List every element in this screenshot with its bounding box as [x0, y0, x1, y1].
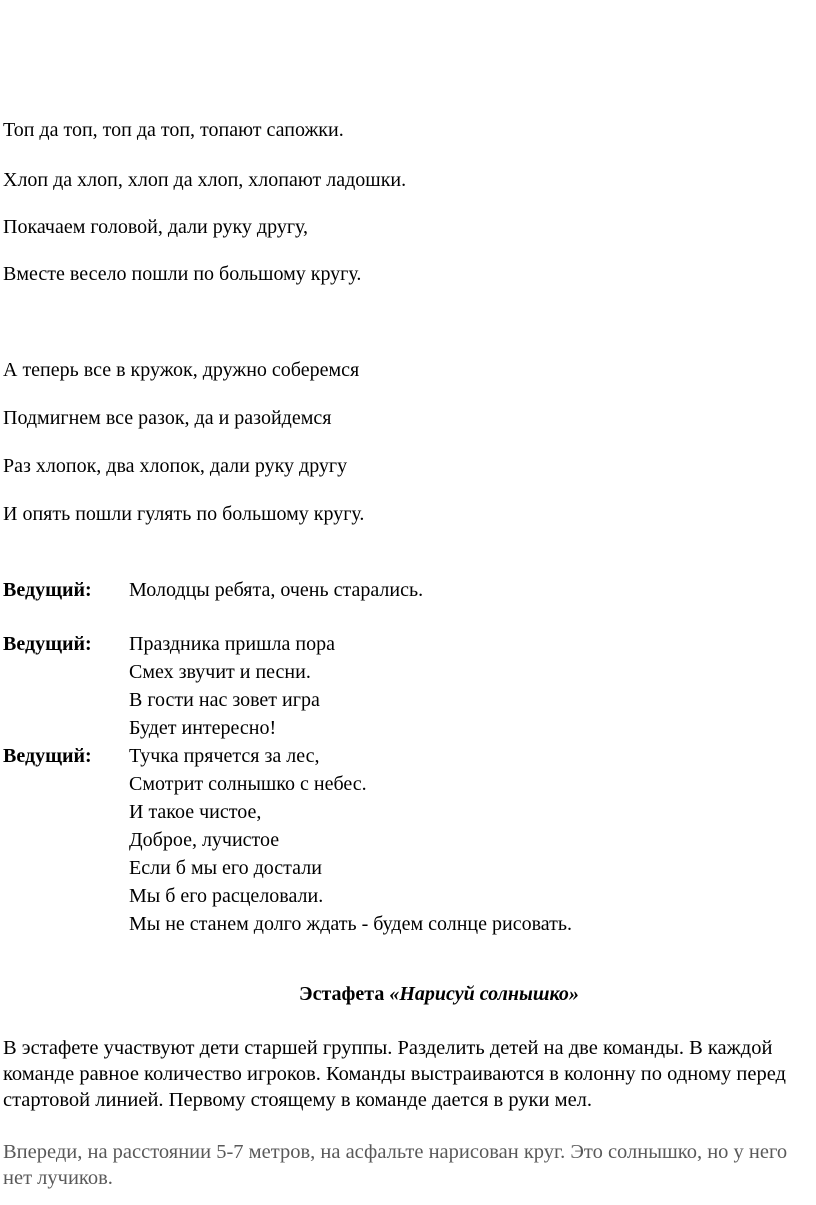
- section-title-prefix: Эстафета: [299, 983, 390, 1005]
- verse-line: Подмигнем все разок, да и разойдемся: [3, 407, 332, 429]
- speaker-label: Ведущий:: [3, 633, 92, 655]
- verse-line: Покачаем головой, дали руку другу,: [3, 216, 309, 238]
- dialog-line: И такое чистое,: [129, 801, 262, 823]
- dialog-line: Молодцы ребята, очень старались.: [129, 579, 424, 601]
- dialog-line: Мы б его расцеловали.: [129, 885, 324, 907]
- dialog-line: Если б мы его достали: [129, 857, 322, 879]
- dialog-line: В гости нас зовет игра: [129, 689, 320, 711]
- dialog-line: Будет интересно!: [129, 717, 277, 739]
- dialog-line: Смотрит солнышко с небес.: [129, 773, 367, 795]
- rules-paragraph-continued: Впереди, на расстоянии 5-7 метров, на асфальте нарисован круг. Это солнышко, но у него нет лучиков.: [3, 1141, 788, 1189]
- section-title-italic: «Нарисуй солнышко»: [389, 983, 579, 1005]
- verse-line: А теперь все в кружок, дружно соберемся: [3, 359, 360, 381]
- dialog-line: Тучка прячется за лес,: [129, 745, 320, 767]
- speaker-label: Ведущий:: [3, 579, 92, 601]
- verse-line: Раз хлопок, два хлопок, дали руку другу: [3, 455, 348, 477]
- dialog-line: Мы не станем долго ждать - будем солнце рисовать.: [129, 913, 572, 935]
- verse-line: И опять пошли гулять по большому кругу.: [3, 503, 365, 525]
- speaker-label: Ведущий:: [3, 745, 92, 767]
- verse-line: Хлоп да хлоп, хлоп да хлоп, хлопают ладошки.: [3, 169, 407, 191]
- verse-line: Вместе весело пошли по большому кругу.: [3, 263, 362, 285]
- dialog-line: Смех звучит и песни.: [129, 661, 311, 683]
- section-title: [0, 980, 816, 1008]
- dialog-line: Доброе, лучистое: [129, 829, 280, 851]
- verse-line: Топ да топ, топ да топ, топают сапожки.: [3, 119, 344, 141]
- rules-paragraph: В эстафете участвуют дети старшей группы. Разделить детей на две команды. В каждой команде равное количество игроков. Команды выстраиваются в колонну по одному перед стартовой линией. Первому стоящему в команде дается в руки мел.: [3, 1037, 786, 1111]
- dialog-line: Праздника пришла пора: [129, 633, 335, 655]
